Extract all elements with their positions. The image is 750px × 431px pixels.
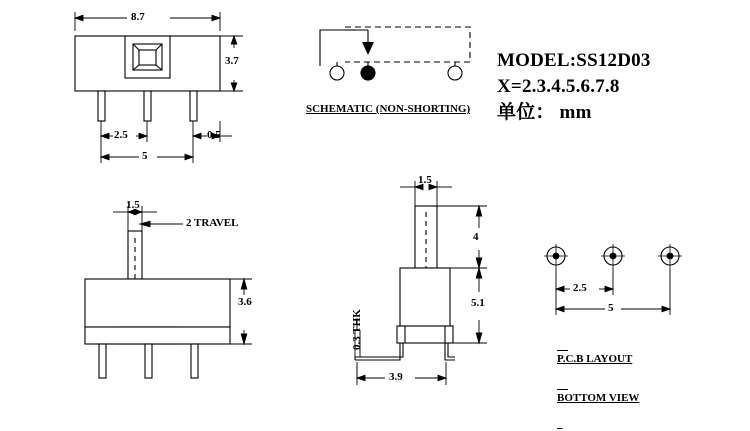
- dim-text-front-height: 3.6: [238, 296, 252, 308]
- dim-side-actuator-height: [437, 206, 487, 268]
- pcb-caption: [557, 327, 639, 431]
- dim-text-side-actuator-width: 1.5: [418, 174, 432, 186]
- travel-leader: [140, 221, 183, 227]
- pcb-caption-line2: BOTTOM VIEW: [557, 392, 640, 404]
- dim-top-width: [75, 12, 220, 31]
- travel-note-text: 2 TRAVEL: [186, 217, 239, 229]
- dim-text-side-total-height: 5.1: [471, 297, 485, 309]
- dim-front-height: [230, 279, 252, 344]
- pcb-layout-geometry: [544, 244, 682, 268]
- side-view-geometry: [355, 206, 455, 360]
- position-options: X=2.3.4.5.6.7.8: [497, 76, 620, 97]
- dim-text-side-actuator-height: 4: [473, 231, 479, 243]
- dim-text-top-height: 3.7: [225, 55, 239, 67]
- front-view-geometry: [85, 231, 230, 378]
- dim-text-pcb-span: 5: [608, 302, 614, 314]
- dim-text-pin-span: 5: [142, 150, 148, 162]
- schematic-geometry: [320, 27, 470, 80]
- title-block: [497, 48, 651, 126]
- model-number: MODEL:SS12D03: [497, 50, 651, 71]
- dim-text-pin-pitch: 2.5: [114, 129, 128, 141]
- dim-text-pin-offset: 0.5: [207, 129, 221, 141]
- dim-text-top-width: 8.7: [131, 11, 145, 23]
- top-view-geometry: [75, 36, 220, 121]
- dim-text-side-thickness: 0.3 THK: [351, 309, 363, 350]
- units-note: 单位： mm: [497, 102, 592, 123]
- dim-text-pcb-pitch: 2.5: [573, 282, 587, 294]
- dim-text-front-actuator-width: 1.5: [126, 199, 140, 211]
- pcb-caption-line1: P.C.B LAYOUT: [557, 353, 633, 365]
- dim-text-side-pin-length: 3.9: [389, 371, 403, 383]
- schematic-caption: SCHEMATIC (NON-SHORTING): [306, 103, 471, 115]
